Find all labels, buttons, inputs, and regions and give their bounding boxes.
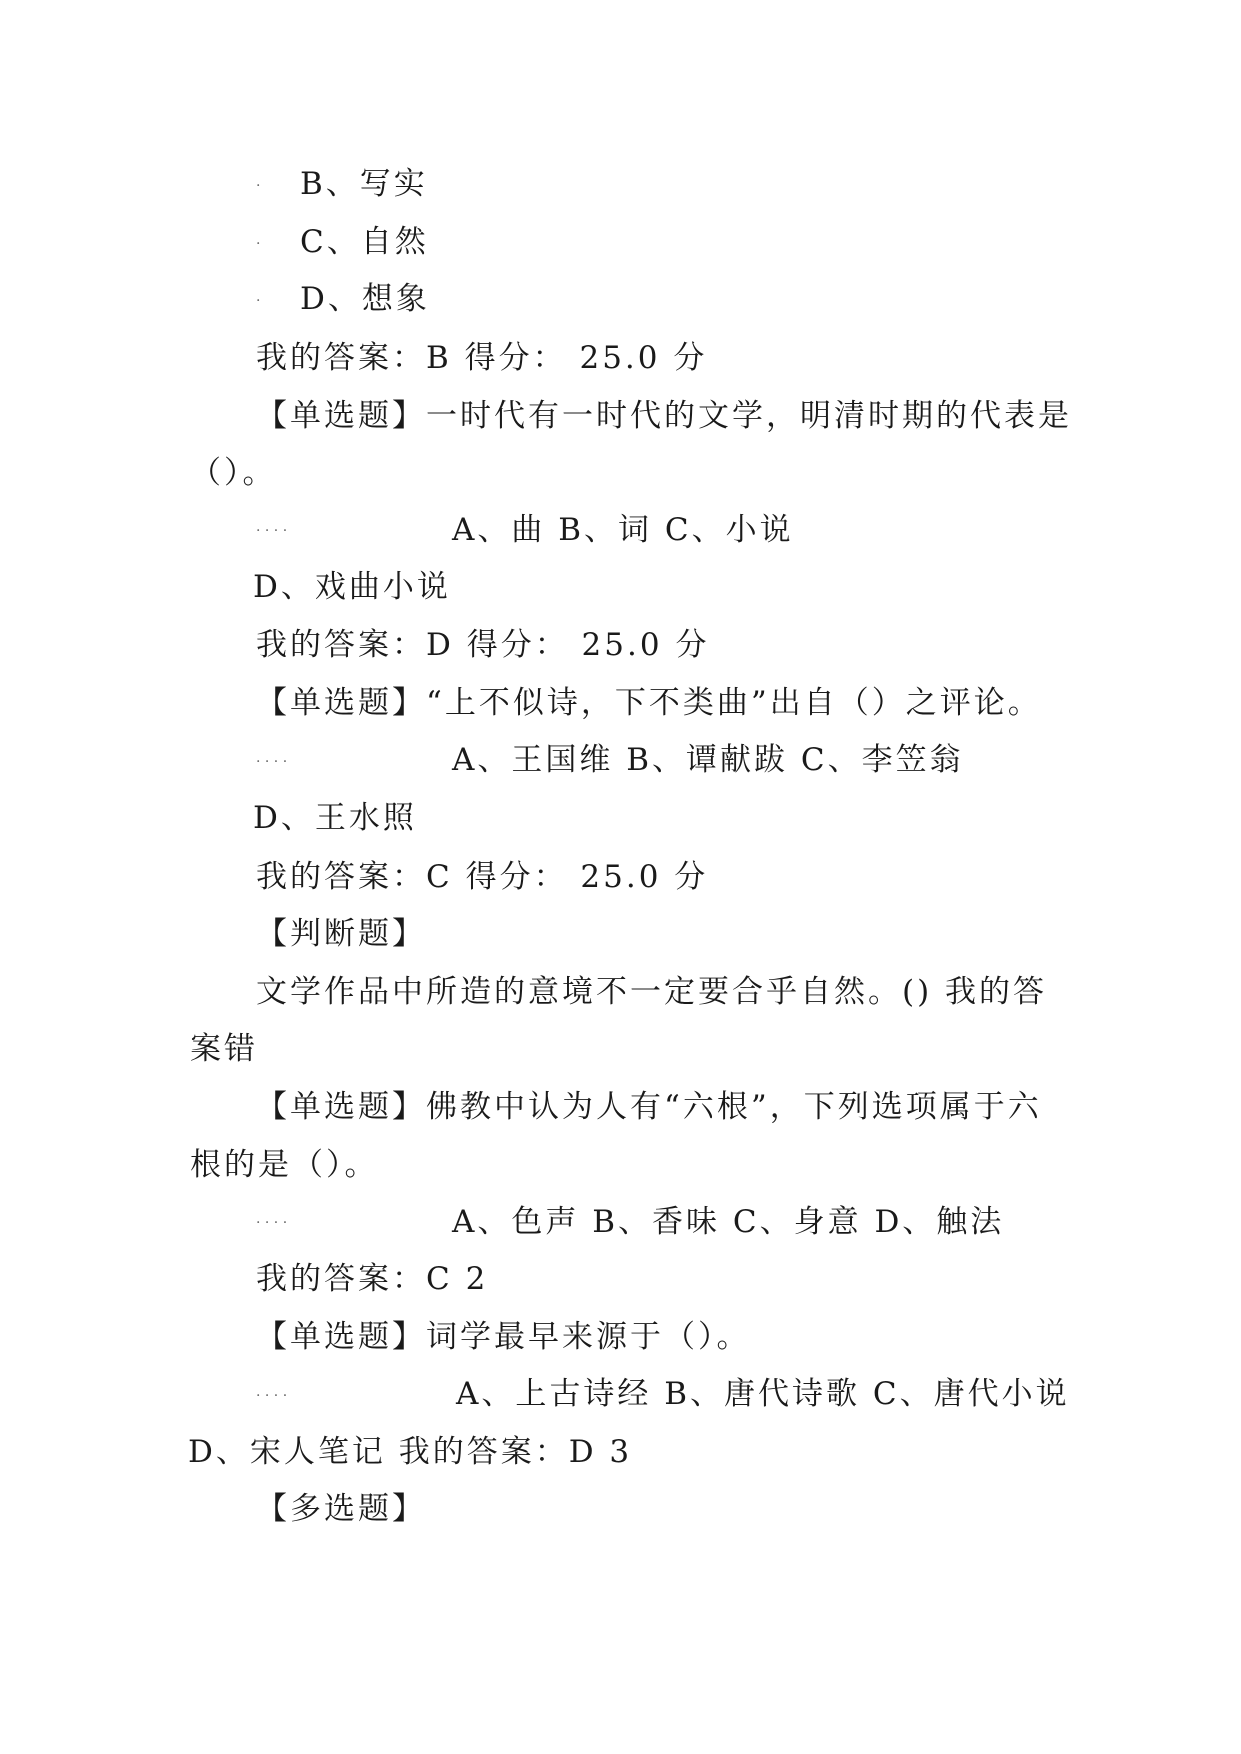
statement-line-continued: 案错: [190, 1031, 258, 1067]
question-line-continued: 根的是（）。: [190, 1147, 379, 1183]
statement-line: 文学作品中所造的意境不一定要合乎自然。() 我的答: [256, 974, 1048, 1010]
answer-line: 我的答案：C 2: [256, 1261, 489, 1297]
section-heading: 【多选题】: [256, 1491, 426, 1527]
bullet-dots: · · · ·: [256, 523, 288, 539]
options-line: A、上古诗经 B、唐代诗歌 C、唐代小说: [456, 1376, 1070, 1412]
section-heading: 【判断题】: [256, 916, 426, 952]
bullet-dots: · · · ·: [256, 1388, 288, 1404]
question-line: 【单选题】“上不似诗，下不类曲”出自（）之评论。: [256, 685, 1042, 721]
options-line: A、王国维 B、谭献跋 C、李笠翁: [452, 742, 964, 778]
bullet-dots: · · · ·: [256, 754, 288, 770]
option-answer-line: D、宋人笔记 我的答案：D 3: [188, 1434, 633, 1470]
answer-line: 我的答案：D 得分： 25.0 分: [256, 627, 710, 663]
answer-line: 我的答案：C 得分： 25.0 分: [256, 859, 709, 895]
bullet-dot: ·: [256, 236, 261, 252]
question-line: 【单选题】佛教中认为人有“六根”，下列选项属于六: [256, 1089, 1042, 1125]
option-line: C、自然: [300, 224, 429, 260]
option-line: B、写实: [300, 166, 428, 202]
answer-line: 我的答案：B 得分： 25.0 分: [256, 340, 708, 376]
question-line: 【单选题】一时代有一时代的文学，明清时期的代表是: [256, 398, 1072, 434]
option-line: D、想象: [300, 281, 430, 317]
question-line: 【单选题】词学最早来源于（）。: [256, 1319, 751, 1355]
bullet-dots: · · · ·: [256, 1215, 288, 1231]
bullet-dot: ·: [256, 178, 261, 194]
bullet-dot: ·: [256, 293, 261, 309]
question-line-continued: （）。: [190, 455, 277, 491]
options-line: A、色声 B、香味 C、身意 D、触法: [452, 1204, 1005, 1240]
options-line: A、曲 B、词 C、小说: [452, 512, 794, 548]
option-line: D、戏曲小说: [253, 569, 451, 605]
option-line: D、王水照: [253, 800, 417, 836]
